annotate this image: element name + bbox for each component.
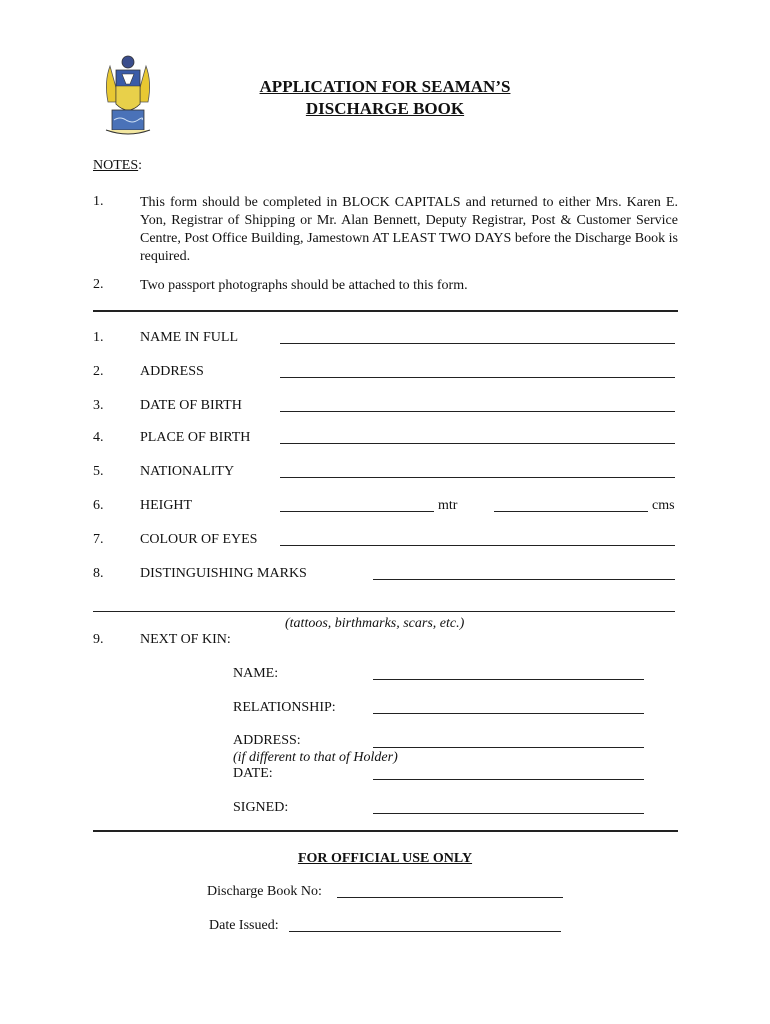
note-1-text: This form should be completed in BLOCK CAPITALS and returned to either Mrs. Karen E. Yon, Registrar of Shipping or Mr. Alan Bennett, Deputy Registrar, Post & Customer Service Centre, Post Office Building, Jamestown AT LEAST TWO DAYS before the Discharge Book is required. xyxy=(140,195,678,264)
notes-heading-row xyxy=(93,158,142,174)
date-issued-label: Date Issued: xyxy=(209,918,279,933)
field-1-number: 1. xyxy=(93,330,104,345)
distinguishing-marks-hint: (tattoos, birthmarks, scars, etc.) xyxy=(285,616,465,631)
discharge-book-no-field[interactable] xyxy=(337,897,563,898)
field-6-number: 6. xyxy=(93,498,104,513)
field-2-label: ADDRESS xyxy=(140,364,204,379)
title-line-1: APPLICATION FOR SEAMAN’S xyxy=(259,77,511,96)
height-mtr-unit: mtr xyxy=(438,498,458,513)
distinguishing-marks-field-2[interactable] xyxy=(93,611,675,612)
field-4-label: PLACE OF BIRTH xyxy=(140,430,251,445)
field-5-number: 5. xyxy=(93,464,104,479)
kin-date-label: DATE: xyxy=(233,766,273,781)
field-7-label: COLOUR OF EYES xyxy=(140,532,258,547)
colour-of-eyes-field[interactable] xyxy=(280,545,675,546)
field-3-number: 3. xyxy=(93,398,104,413)
field-6-label: HEIGHT xyxy=(140,498,193,513)
section-divider-bottom xyxy=(93,830,678,832)
nationality-field[interactable] xyxy=(280,477,675,478)
height-cms-unit: cms xyxy=(652,498,675,513)
field-9-number: 9. xyxy=(93,632,104,647)
field-5-label: NATIONALITY xyxy=(140,464,235,479)
kin-date-field[interactable] xyxy=(373,779,644,780)
distinguishing-marks-field[interactable] xyxy=(373,579,675,580)
address-field[interactable] xyxy=(280,377,675,378)
kin-address-field[interactable] xyxy=(373,747,644,748)
note-2-number: 2. xyxy=(93,277,104,292)
field-1-label: NAME IN FULL xyxy=(140,330,238,345)
kin-name-label: NAME: xyxy=(233,666,279,681)
kin-address-note: (if different to that of Holder) xyxy=(233,750,398,765)
date-issued-field[interactable] xyxy=(289,931,561,932)
place-of-birth-field[interactable] xyxy=(280,443,675,444)
kin-signed-label: SIGNED: xyxy=(233,800,289,815)
field-7-number: 7. xyxy=(93,532,104,547)
field-2-number: 2. xyxy=(93,364,104,379)
field-3-label: DATE OF BIRTH xyxy=(140,398,242,413)
field-9-label: NEXT OF KIN: xyxy=(140,632,231,647)
kin-address-label: ADDRESS: xyxy=(233,733,301,748)
field-8-number: 8. xyxy=(93,566,104,581)
height-cms-field[interactable] xyxy=(494,511,648,512)
section-divider-top xyxy=(93,310,678,312)
kin-signature-field[interactable] xyxy=(373,813,644,814)
field-8-label: DISTINGUISHING MARKS xyxy=(140,566,307,581)
name-in-full-field[interactable] xyxy=(280,343,675,344)
title-line-2: DISCHARGE BOOK xyxy=(305,99,465,118)
note-1-number: 1. xyxy=(93,194,104,209)
official-use-heading: FOR OFFICIAL USE ONLY xyxy=(297,851,473,866)
discharge-book-no-label: Discharge Book No: xyxy=(207,884,322,899)
note-2-text: Two passport photographs should be attached to this form. xyxy=(140,278,468,293)
height-mtr-field[interactable] xyxy=(280,511,434,512)
notes-colon: : xyxy=(138,158,143,173)
kin-relationship-field[interactable] xyxy=(373,713,644,714)
kin-name-field[interactable] xyxy=(373,679,644,680)
date-of-birth-field[interactable] xyxy=(280,411,675,412)
kin-relationship-label: RELATIONSHIP: xyxy=(233,700,336,715)
field-4-number: 4. xyxy=(93,430,104,445)
notes-heading: NOTES xyxy=(93,158,139,173)
